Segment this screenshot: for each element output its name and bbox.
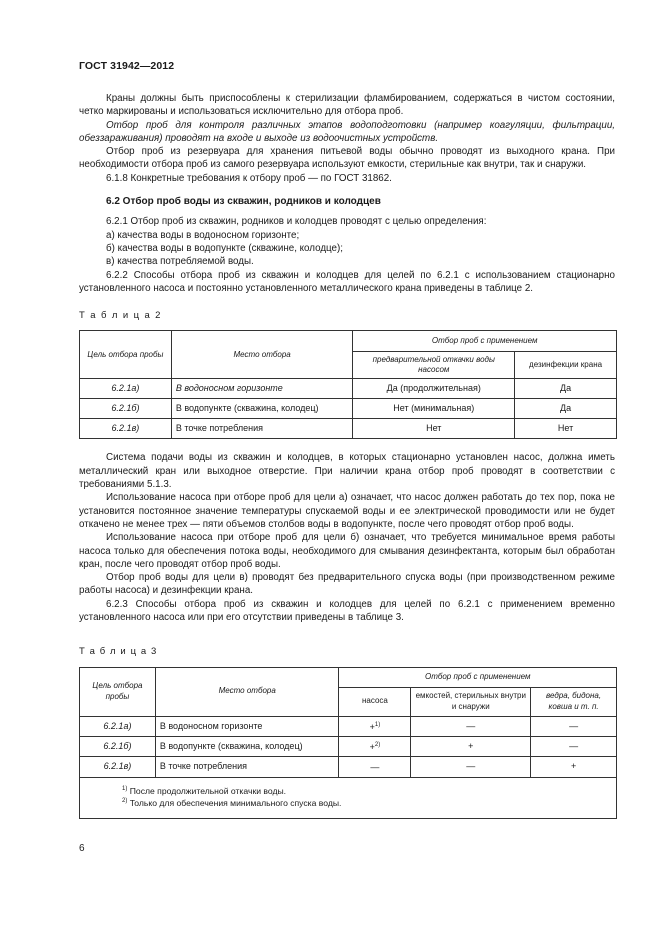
cell-value: + — [369, 741, 375, 752]
table-caption: Т а б л и ц а 2 — [79, 310, 162, 322]
footnote-mark: 2) — [122, 798, 128, 805]
cell-bucket: — — [531, 736, 617, 756]
cell-value: — — [370, 762, 380, 773]
cell-value: + — [369, 721, 375, 732]
cell-goal: 6.2.1а) — [80, 379, 172, 399]
cell-sterile-containers: + — [411, 736, 531, 756]
column-header-bucket: ведра, бидона, ковша и т. п. — [531, 687, 617, 716]
table-3 — [79, 667, 617, 820]
cell-disinfection: Нет — [515, 419, 617, 439]
table-row — [80, 419, 617, 439]
cell-goal: 6.2.1в) — [80, 419, 172, 439]
column-header-pump: насоса — [339, 687, 411, 716]
column-header-pumping: предварительной откачки воды насосом — [353, 352, 515, 379]
cell-goal: 6.2.1б) — [80, 399, 172, 419]
column-header-place: Место отбора — [171, 331, 353, 379]
cell-disinfection: Да — [515, 379, 617, 399]
table-notes — [80, 777, 617, 819]
cell-pump — [339, 716, 411, 736]
column-header-disinfection: дезинфекции крана — [515, 352, 617, 379]
cell-place: В водопункте (скважина, колодец) — [155, 736, 339, 756]
cell-pumping: Нет (минимальная) — [353, 399, 515, 419]
cell-goal: 6.2.1б) — [80, 736, 156, 756]
cell-sterile-containers: — — [411, 716, 531, 736]
footnote — [122, 796, 612, 809]
document-header: ГОСТ 31942—2012 — [79, 60, 175, 72]
paragraph: 6.2.3 Способы отбора проб из скважин и колодцев для целей по 6.2.1 с применением временно установленного насоса или при его отсутствии приведены в таблице 3. — [79, 598, 615, 624]
cell-place: В водоносном горизонте — [155, 716, 339, 736]
paragraph: Использование насоса при отборе проб для цели а) означает, что насос должен работать до тех пор, пока не установится постоянное значение температуры спускаемой воды и ее электрической проводимости или не будет откачено не менее трех — пяти объемов столбов воды в водопункте, после чего проводят отбор проб воды. — [79, 492, 615, 530]
column-header-place: Место отбора — [155, 667, 339, 716]
page-number: 6 — [79, 843, 85, 854]
section-heading: 6.2 Отбор проб воды из скважин, родников и колодцев — [106, 196, 381, 208]
table-row — [80, 736, 617, 756]
table-row — [80, 716, 617, 736]
cell-place: В водоносном горизонте — [171, 379, 353, 399]
footnote-ref: 2) — [374, 741, 381, 748]
cell-bucket: + — [531, 757, 617, 777]
paragraph: 6.1.8 Конкретные требования к отбору проб — по ГОСТ 31862. — [106, 172, 392, 184]
cell-pump — [339, 736, 411, 756]
column-header-goal: Цель отбора пробы — [80, 667, 156, 716]
footnote-text: После продолжительной откачки воды. — [129, 785, 287, 796]
paragraph: Система подачи воды из скважин и колодцев, в которых стационарно установлен насос, должна иметь металлический кран или выходное отверстие. При наличии крана отбор проб проводят в соответствии с требованиями 5.1.3. — [79, 452, 615, 491]
cell-disinfection: Да — [515, 399, 617, 419]
table-row — [80, 757, 617, 777]
footnote-ref: 1) — [374, 721, 381, 728]
table-caption: Т а б л и ц а 3 — [79, 646, 158, 658]
table-row — [80, 379, 617, 399]
paragraph: Использование насоса при отборе проб для цели б) означает, что требуется минимальное время работы насоса только для обеспечения потока воды, необходимого для смывания дезинфектанта, которым был обработан кран, после чего проводят отбор проб воды. — [79, 532, 615, 570]
cell-pumping: Нет — [353, 419, 515, 439]
document-body — [79, 92, 615, 819]
cell-pumping: Да (продолжительная) — [353, 379, 515, 399]
table-row — [80, 399, 617, 419]
column-header-goal: Цель отбора пробы — [80, 331, 172, 379]
cell-sterile-containers: — — [411, 757, 531, 777]
paragraph: 6.2.1 Отбор проб из скважин, родников и колодцев проводят с целью определения: — [106, 216, 487, 228]
list-item: б) качества воды в водопункте (скважине, колодце); — [106, 242, 343, 254]
footnote — [122, 784, 612, 797]
cell-place: В точке потребления — [171, 419, 353, 439]
cell-pump — [339, 757, 411, 777]
list-item: в) качества потребляемой воды. — [106, 256, 254, 268]
table-2 — [79, 330, 617, 439]
column-group-header: Отбор проб с применением — [353, 331, 617, 352]
paragraph: Отбор проб воды для цели в) проводят без предварительного спуска воды (при производственном режиме работы насоса) и дезинфекции крана. — [79, 572, 615, 597]
cell-place: В точке потребления — [155, 757, 339, 777]
paragraph: Краны должны быть приспособлены к стерилизации фламбированием, содержаться в чистом состоянии, четко маркированы и использоваться исключительно для отбора проб. — [79, 93, 615, 118]
paragraph: 6.2.2 Способы отбора проб из скважин и колодцев для целей по 6.2.1 с использованием стационарно установленного насоса и постоянно установленного металлического крана приведены в таблице 2. — [79, 269, 615, 294]
paragraph: Отбор проб для контроля различных этапов водоподготовки (например коагуляции, фильтрации, обеззараживания) проводят на входе и выходе из водоочистных устройств. — [79, 119, 615, 144]
cell-goal: 6.2.1в) — [80, 757, 156, 777]
list-item: а) качества воды в водоносном горизонте; — [106, 229, 300, 241]
footnote-mark: 1) — [122, 785, 128, 792]
cell-bucket: — — [531, 716, 617, 736]
column-header-sterile-containers: емкостей, стерильных внутри и снаружи — [411, 687, 531, 716]
cell-goal: 6.2.1а) — [80, 716, 156, 736]
column-group-header: Отбор проб с применением — [339, 667, 617, 687]
paragraph: Отбор проб из резервуара для хранения питьевой воды обычно проводят из выходного крана. При необходимости отбора проб из самого резервуара используют емкости, стерильные как внутри, так и снаружи. — [79, 146, 615, 171]
cell-place: В водопункте (скважина, колодец) — [171, 399, 353, 419]
footnote-text: Только для обеспечения минимального спуска воды. — [129, 798, 342, 809]
